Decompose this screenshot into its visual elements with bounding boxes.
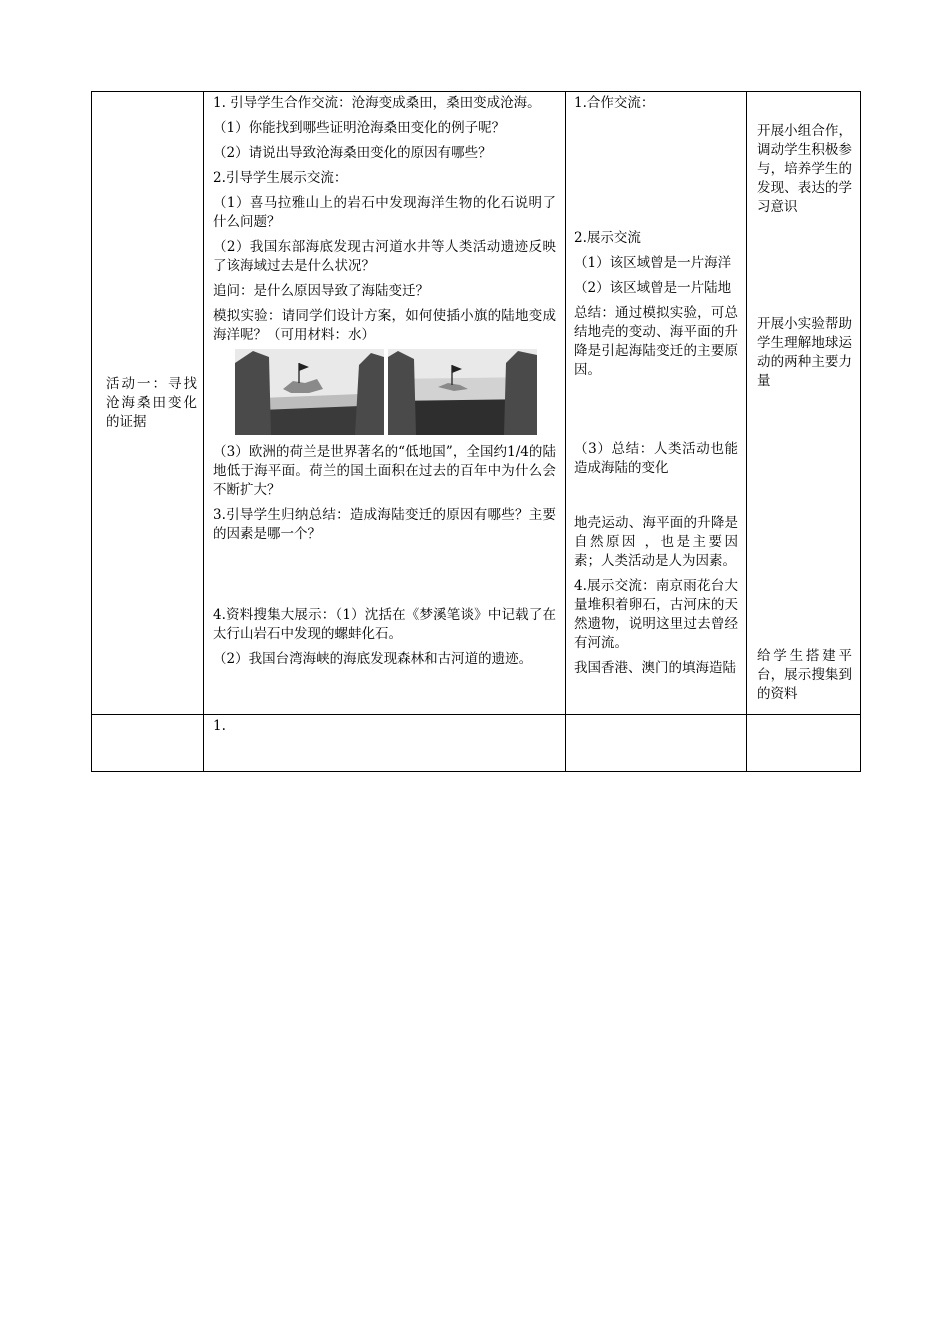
teacher-step-3: 3.引导学生归纳总结：造成海陆变迁的原因有哪些？主要的因素是哪一个？ (213, 507, 556, 542)
next-activity-row (92, 715, 861, 772)
teacher-question-2: （2）请说出导致沧海桑田变化的原因有哪些？ (213, 145, 492, 161)
design-intent-3: 给学生搭建平台，展示搜集到的资料 (757, 648, 852, 702)
teacher-question-6: （2）我国台湾海峡的海底发现森林和古河道的遗迹。 (213, 651, 533, 667)
student-item-6: （3）总结：人类活动也能造成海陆的变化 (574, 441, 738, 476)
row2-intent-cell (747, 715, 861, 772)
teacher-step-1: 1. 引导学生合作交流：沧海变成桑田，桑田变成沧海。 (213, 95, 541, 111)
experiment-figure-after (388, 349, 537, 435)
experiment-figure-before (235, 349, 384, 435)
experiment-figures (235, 349, 556, 435)
teacher-question-1: （1）你能找到哪些证明沧海桑田变化的例子呢？ (213, 120, 506, 136)
teacher-step-2: 2.引导学生展示交流： (213, 170, 348, 186)
teacher-question-4: （2）我国东部海底发现古河道水井等人类活动遗迹反映了该海域过去是什么状况？ (213, 239, 556, 274)
row2-student-cell (566, 715, 747, 772)
student-item-8: 4.展示交流：南京雨花台大量堆积着卵石，古河床的天然遗物，说明这里过去曾经有河流。 (574, 578, 738, 651)
teacher-question-3: （1）喜马拉雅山上的岩石中发现海洋生物的化石说明了什么问题？ (213, 195, 556, 230)
design-intent-cell (747, 92, 861, 715)
activity-row (92, 92, 861, 715)
teacher-activity-cell (204, 92, 566, 715)
student-item-1: 1.合作交流： (574, 95, 655, 111)
activity-label-cell (92, 92, 204, 715)
design-intent-1: 开展小组合作，调动学生积极参与，培养学生的发现、表达的学习意识 (757, 123, 852, 215)
student-item-2: 2.展示交流 (574, 230, 641, 246)
row2-teacher-cell (204, 715, 566, 772)
student-item-4: （2）该区域曾是一片陆地 (574, 280, 732, 296)
teacher-followup: 追问：是什么原因导致了海陆变迁？ (213, 283, 429, 299)
activity-label: 活动一：寻找沧海桑田变化的证据 (106, 375, 197, 430)
lesson-plan-table (91, 91, 861, 772)
design-intent-2: 开展小实验帮助学生理解地球运动的两种主要力量 (757, 316, 852, 389)
teacher-experiment: 模拟实验：请同学们设计方案，如何使插小旗的陆地变成海洋呢？（可用材料：水） (213, 308, 556, 343)
student-item-5: 总结：通过模拟实验，可总结地壳的变动、海平面的升降是引起海陆变迁的主要原因。 (574, 305, 738, 378)
student-item-7: 地壳运动、海平面的升降是自然原因 ，也是主要因素；人类活动是人为因素。 (574, 515, 738, 569)
student-item-3: （1）该区域曾是一片海洋 (574, 255, 732, 271)
student-item-9: 我国香港、澳门的填海造陆 (574, 660, 736, 676)
row2-teacher-text: 1. (213, 718, 226, 734)
teacher-step-4: 4.资料搜集大展示：（1）沈括在《梦溪笔谈》中记载了在太行山岩石中发现的螺蚌化石。 (213, 607, 556, 642)
teacher-question-5: （3）欧洲的荷兰是世界著名的“低地国”，全国约1/4的陆地低于海平面。荷兰的国土面积在过去的百年中为什么会不断扩大？ (213, 444, 556, 498)
student-activity-cell (566, 92, 747, 715)
row2-label-cell (92, 715, 204, 772)
